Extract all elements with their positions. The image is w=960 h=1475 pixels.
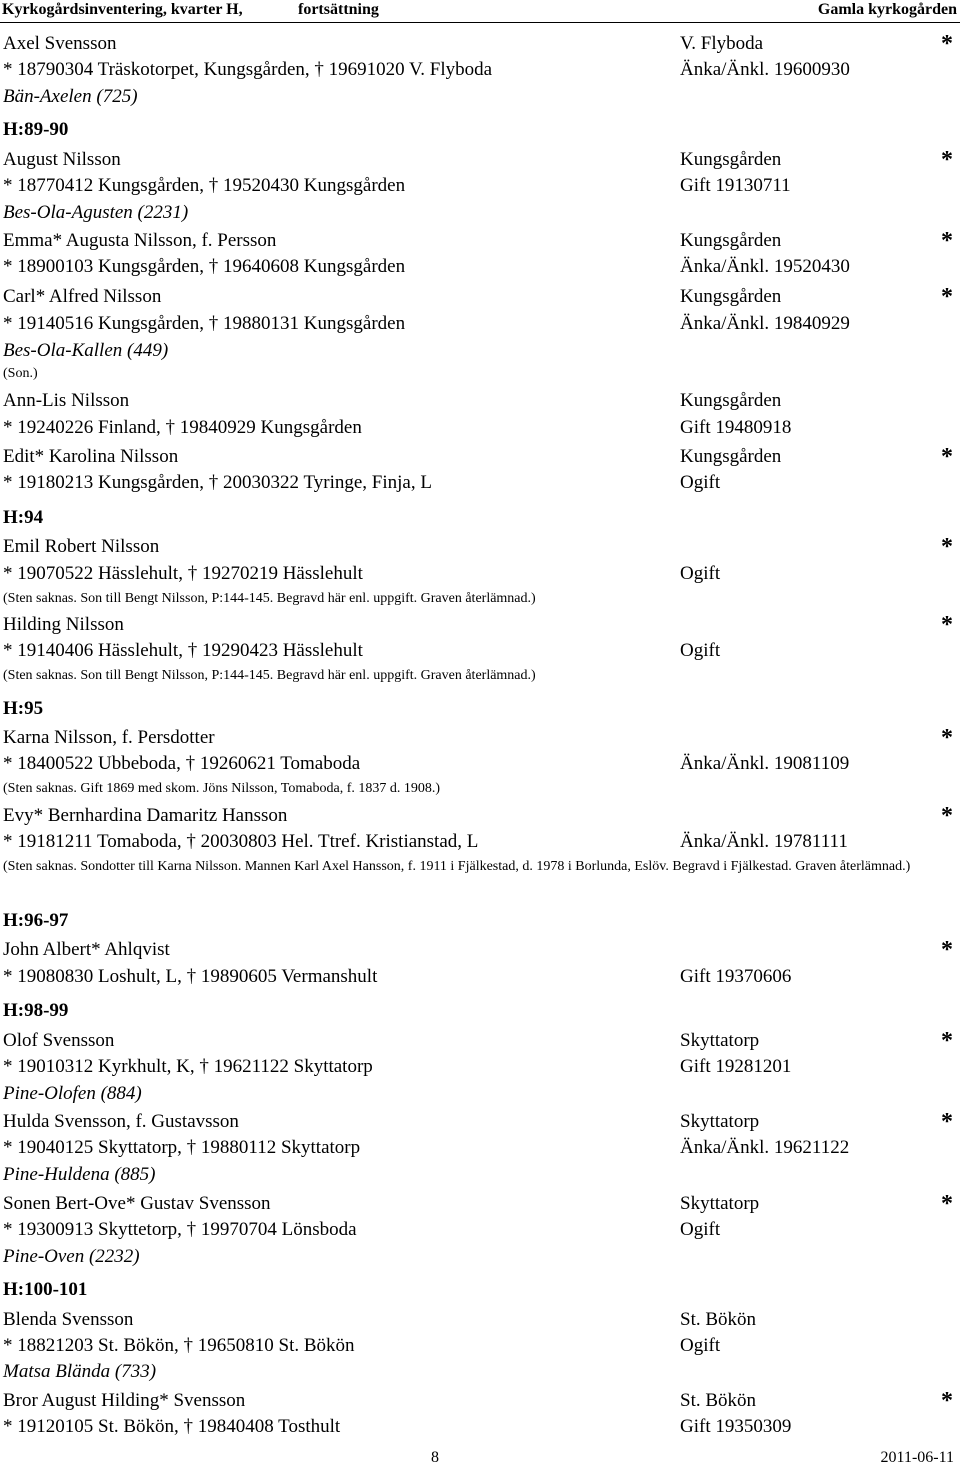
entry-text: John Albert* Ahlqvist (3, 939, 170, 960)
entry-text: * 18770412 Kungsgården, † 19520430 Kungsgården (3, 175, 406, 196)
entry-place-or-status: Ogift (680, 640, 721, 661)
person-entry-line (3, 1028, 953, 1054)
asterisk-marker: * (941, 534, 953, 560)
entry-place-or-status: Gift 19130711 (680, 175, 791, 196)
entry-text: * 18821203 St. Bökön, † 19650810 St. Bökön (3, 1335, 355, 1356)
footer-date: 2011-06-11 (880, 1449, 954, 1466)
asterisk-marker: * (941, 612, 953, 638)
entry-place-or-status: Gift 19370606 (680, 966, 792, 987)
person-entry-line (3, 173, 953, 199)
entry-place-or-status: Änka/Änkl. 19081109 (680, 753, 850, 774)
grave-section-heading (3, 1277, 953, 1303)
person-entry-line (3, 829, 953, 855)
asterisk-marker: * (941, 1191, 953, 1217)
entry-text: Sonen Bert-Ove* Gustav Svensson (3, 1193, 271, 1214)
section-label: H:89-90 (3, 119, 69, 140)
entry-text: * 19040125 Skyttatorp, † 19880112 Skyttatorp (3, 1137, 361, 1158)
person-entry-line (3, 284, 953, 310)
asterisk-marker: * (941, 284, 953, 310)
person-entry-line (3, 1109, 953, 1135)
entry-text: * 19010312 Kyrkhult, K, † 19621122 Skyttatorp (3, 1056, 373, 1077)
entry-place-or-status: Ogift (680, 472, 721, 493)
nickname-line (3, 200, 953, 226)
grave-section-heading (3, 117, 953, 143)
person-entry-line (3, 725, 953, 751)
nickname-line (3, 1081, 953, 1107)
entry-text: * 18400522 Ubbeboda, † 19260621 Tomaboda (3, 753, 361, 774)
entry-place-or-status: St. Bökön (680, 1309, 757, 1330)
nickname-line (3, 1244, 953, 1270)
grave-note: (Son.) (3, 366, 38, 381)
section-label: H:96-97 (3, 910, 69, 931)
grave-note: (Sten saknas. Son till Bengt Nilsson, P:144-145. Begravd här enl. uppgift. Graven återlämnad.) (3, 668, 536, 683)
asterisk-marker: * (941, 1388, 953, 1414)
entry-place-or-status: Gift 19350309 (680, 1416, 792, 1437)
entry-place-or-status: Gift 19480918 (680, 417, 792, 438)
entry-text: Hilding Nilsson (3, 614, 124, 635)
entry-text: * 19300913 Skyttetorp, † 19970704 Lönsboda (3, 1219, 357, 1240)
entry-text: * 19181211 Tomaboda, † 20030803 Hel. Ttref. Kristianstad, L (3, 831, 479, 852)
asterisk-marker: * (941, 1028, 953, 1054)
person-entry-line (3, 1217, 953, 1243)
nickname-line (3, 84, 953, 110)
person-entry-line (3, 311, 953, 337)
grave-section-heading (3, 908, 953, 934)
person-entry-line (3, 638, 953, 664)
entry-text: * 19070522 Hässlehult, † 19270219 Hässlehult (3, 563, 363, 584)
entry-place-or-status: V. Flyboda (680, 33, 764, 54)
grave-section-heading (3, 998, 953, 1024)
person-entry-line (3, 1307, 953, 1333)
section-label: H:98-99 (3, 1000, 69, 1021)
entry-place-or-status: Änka/Änkl. 19600930 (680, 59, 850, 80)
entry-text: * 19080830 Loshult, L, † 19890605 Vermanshult (3, 966, 378, 987)
person-entry-line (3, 964, 953, 990)
entry-text: Emma* Augusta Nilsson, f. Persson (3, 230, 277, 251)
entry-place-or-status: Kungsgården (680, 446, 782, 467)
person-entry-line (3, 147, 953, 173)
entry-text: * 18790304 Träskotorpet, Kungsgården, † 19691020 V. Flyboda (3, 59, 493, 80)
nickname-text: Matsa Blända (733) (3, 1361, 157, 1382)
entry-place-or-status: Skyttatorp (680, 1030, 760, 1051)
person-entry-line (3, 415, 953, 441)
person-entry-line (3, 751, 953, 777)
nickname-line (3, 338, 953, 364)
person-entry-line (3, 388, 953, 414)
entry-place-or-status: Änka/Änkl. 19520430 (680, 256, 850, 277)
entry-place-or-status: Änka/Änkl. 19621122 (680, 1137, 850, 1158)
entry-text: Axel Svensson (3, 33, 117, 54)
person-entry-line (3, 1333, 953, 1359)
page-header (0, 0, 960, 23)
section-label: H:95 (3, 698, 44, 719)
entry-place-or-status: Ogift (680, 1335, 721, 1356)
entry-place-or-status: Änka/Änkl. 19840929 (680, 313, 850, 334)
person-entry-line (3, 444, 953, 470)
page-number: 8 (431, 1449, 439, 1466)
entry-place-or-status: St. Bökön (680, 1390, 757, 1411)
nickname-text: Bes-Ola-Kallen (449) (3, 340, 169, 361)
entry-text: Karna Nilsson, f. Persdotter (3, 727, 215, 748)
asterisk-marker: * (941, 725, 953, 751)
grave-section-heading (3, 696, 953, 722)
entry-place-or-status: Skyttatorp (680, 1111, 760, 1132)
entry-text: * 19120105 St. Bökön, † 19840408 Tosthult (3, 1416, 341, 1437)
grave-note: (Sten saknas. Gift 1869 med skom. Jöns Nilsson, Tomaboda, f. 1837 d. 1908.) (3, 781, 441, 796)
entry-text: Olof Svensson (3, 1030, 115, 1051)
asterisk-marker: * (941, 937, 953, 963)
entry-text: * 18900103 Kungsgården, † 19640608 Kungsgården (3, 256, 406, 277)
person-entry-line (3, 561, 953, 587)
nickname-text: Bän-Axelen (725) (3, 86, 138, 107)
person-entry-line (3, 803, 953, 829)
person-entry-line (3, 1414, 953, 1440)
nickname-text: Pine-Huldena (885) (3, 1164, 156, 1185)
grave-note: (Sten saknas. Sondotter till Karna Nilsson. Mannen Karl Axel Hansson, f. 1911 i Fjälkestad, d. 1978 i Borlunda, Eslöv. Begravd i Fjälkestad. Graven återlämnad.) (3, 859, 911, 874)
nickname-text: Bes-Ola-Agusten (2231) (3, 202, 189, 223)
entry-text: Bror August Hilding* Svensson (3, 1390, 246, 1411)
entry-text: Hulda Svensson, f. Gustavsson (3, 1111, 239, 1132)
entry-text: Blenda Svensson (3, 1309, 134, 1330)
asterisk-marker: * (941, 31, 953, 57)
entry-place-or-status: Ogift (680, 1219, 721, 1240)
entry-place-or-status: Kungsgården (680, 390, 782, 411)
entry-place-or-status: Ogift (680, 563, 721, 584)
person-entry-line (3, 534, 953, 560)
person-entry-line (3, 254, 953, 280)
nickname-line (3, 1162, 953, 1188)
section-label: H:100-101 (3, 1279, 88, 1300)
asterisk-marker: * (941, 228, 953, 254)
nickname-line (3, 1359, 953, 1385)
entry-text: Carl* Alfred Nilsson (3, 286, 162, 307)
header-subtitle: fortsättning (298, 1, 379, 18)
person-entry-line (3, 228, 953, 254)
entry-text: Evy* Bernhardina Damaritz Hansson (3, 805, 288, 826)
entry-place-or-status: Änka/Änkl. 19781111 (680, 831, 848, 852)
person-entry-line (3, 1054, 953, 1080)
entry-text: * 19140516 Kungsgården, † 19880131 Kungsgården (3, 313, 406, 334)
person-entry-line (3, 470, 953, 496)
person-entry-line (3, 937, 953, 963)
person-entry-line (3, 57, 953, 83)
grave-section-heading (3, 505, 953, 531)
entry-place-or-status: Gift 19281201 (680, 1056, 792, 1077)
entry-text: * 19140406 Hässlehult, † 19290423 Hässlehult (3, 640, 363, 661)
person-entry-line (3, 612, 953, 638)
asterisk-marker: * (941, 803, 953, 829)
header-title: Kyrkogårdsinventering, kvarter H, (2, 1, 243, 18)
entry-place-or-status: Kungsgården (680, 149, 782, 170)
asterisk-marker: * (941, 147, 953, 173)
person-entry-line (3, 1388, 953, 1414)
nickname-text: Pine-Olofen (884) (3, 1083, 142, 1104)
entry-place-or-status: Kungsgården (680, 286, 782, 307)
asterisk-marker: * (941, 444, 953, 470)
asterisk-marker: * (941, 1109, 953, 1135)
person-entry-line (3, 1191, 953, 1217)
entry-text: * 19240226 Finland, † 19840929 Kungsgården (3, 417, 362, 438)
entry-text: Ann-Lis Nilsson (3, 390, 130, 411)
person-entry-line (3, 1135, 953, 1161)
entry-place-or-status: Skyttatorp (680, 1193, 760, 1214)
entry-place-or-status: Kungsgården (680, 230, 782, 251)
grave-note: (Sten saknas. Son till Bengt Nilsson, P:144-145. Begravd här enl. uppgift. Graven återlämnad.) (3, 591, 536, 606)
entry-text: August Nilsson (3, 149, 121, 170)
entry-text: * 19180213 Kungsgården, † 20030322 Tyringe, Finja, L (3, 472, 432, 493)
entry-text: Edit* Karolina Nilsson (3, 446, 179, 467)
header-cemetery-name: Gamla kyrkogården (817, 1, 957, 18)
person-entry-line (3, 31, 953, 57)
section-label: H:94 (3, 507, 44, 528)
nickname-text: Pine-Oven (2232) (3, 1246, 140, 1267)
entry-text: Emil Robert Nilsson (3, 536, 160, 557)
